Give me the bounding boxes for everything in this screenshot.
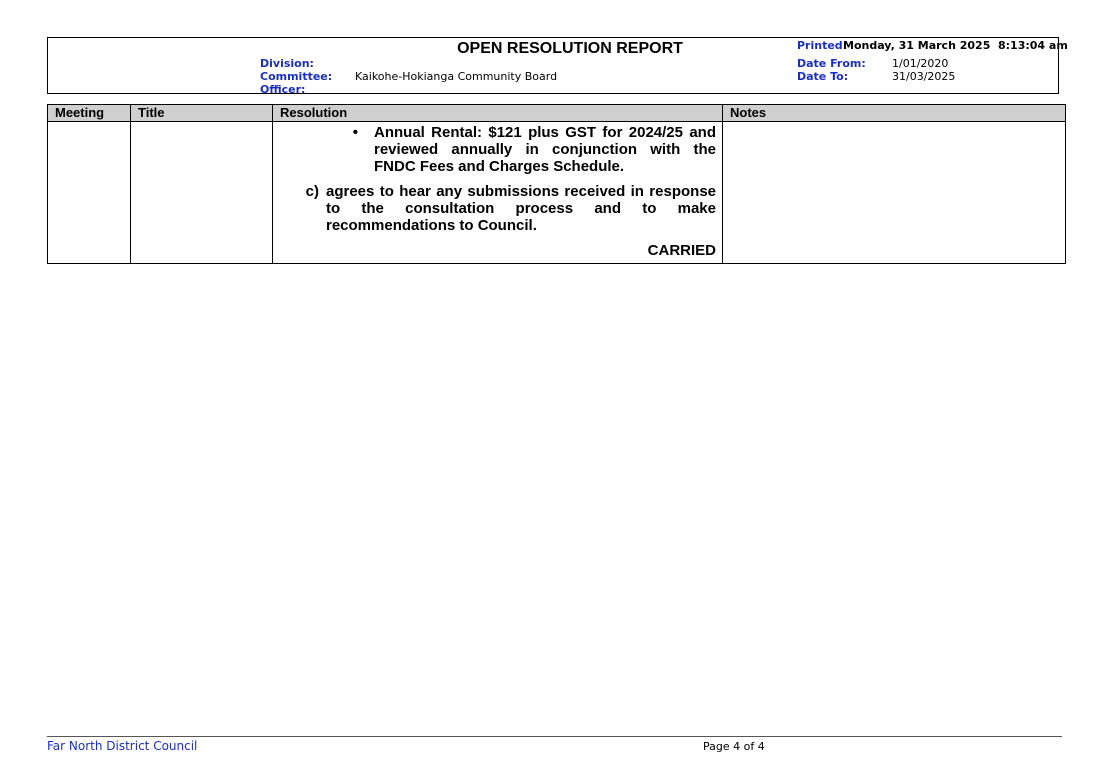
clause-text: agrees to hear any submissions received in response to the consultation process and to make recommendations to Council. bbox=[326, 183, 716, 234]
carried-status: CARRIED bbox=[647, 242, 716, 259]
column-header-title: Title bbox=[131, 105, 273, 122]
resolution-cell bbox=[273, 122, 723, 264]
footer-organisation: Far North District Council bbox=[47, 739, 198, 753]
date-to-label: Date To: bbox=[797, 70, 849, 83]
clause-marker: c) bbox=[305, 183, 319, 200]
date-to-value: 31/03/2025 bbox=[892, 70, 956, 83]
printed-label: Printed: bbox=[797, 39, 848, 52]
bullet-text: Annual Rental: $121 plus GST for 2024/25 and reviewed annually in conjunction with the FNDC Fees and Charges Schedule. bbox=[374, 124, 716, 175]
resolution-clause-c bbox=[273, 183, 716, 234]
resolution-bullet-item bbox=[273, 124, 716, 175]
column-header-resolution: Resolution bbox=[273, 105, 723, 122]
title-cell bbox=[131, 122, 273, 264]
officer-label: Officer: bbox=[260, 83, 306, 96]
report-header bbox=[47, 37, 1068, 96]
column-header-meeting: Meeting bbox=[48, 105, 131, 122]
table-row bbox=[48, 122, 1066, 264]
footer-page-number: Page 4 of 4 bbox=[703, 740, 765, 753]
committee-label: Committee: bbox=[260, 70, 333, 83]
notes-cell bbox=[723, 122, 1066, 264]
column-header-notes: Notes bbox=[723, 105, 1066, 122]
committee-value: Kaikohe-Hokianga Community Board bbox=[355, 70, 558, 83]
report-title: OPEN RESOLUTION REPORT bbox=[457, 40, 683, 57]
footer-divider bbox=[47, 736, 1062, 737]
date-from-label: Date From: bbox=[797, 57, 866, 70]
resolution-table bbox=[47, 104, 1066, 264]
table-header-row bbox=[48, 105, 1066, 122]
bullet-mark: • bbox=[352, 124, 358, 141]
printed-value: Monday, 31 March 2025 8:13:04 am bbox=[843, 39, 1068, 52]
meeting-cell bbox=[48, 122, 131, 264]
date-from-value: 1/01/2020 bbox=[892, 57, 949, 70]
division-label: Division: bbox=[260, 57, 314, 70]
